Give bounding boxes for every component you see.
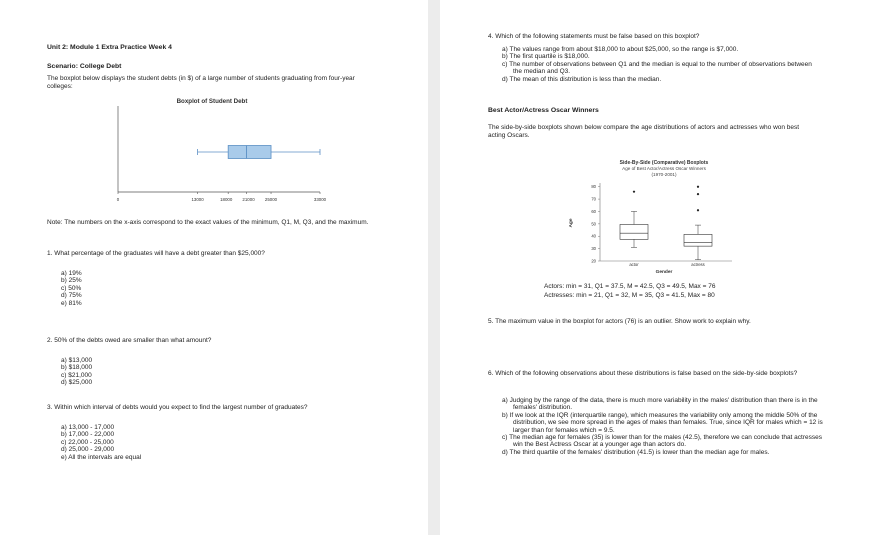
q6-option-b[interactable]: b) If we look at the IQR (interquartile range), which measures the variability only among the middle 50% of the distribution, we see more spread in the ages of males than females. True, since IQR for males which = 12 is larger than for females which = 9.5.	[502, 411, 823, 434]
left-page	[0, 0, 428, 535]
oscar-chart-subtitle: Age of Best Actor/Actress Oscar Winners	[622, 166, 706, 171]
q1-option-d[interactable]: d) 75%	[61, 292, 82, 300]
x-tick-label: 18000	[220, 197, 233, 202]
q3-option-d[interactable]: d) 25,000 - 29,000	[61, 446, 115, 454]
q1-option-e[interactable]: e) 81%	[61, 299, 82, 307]
actor-box	[620, 224, 648, 239]
q4-option-a[interactable]: a) The values range from about $18,000 to about $25,000, so the range is $7,000.	[502, 46, 739, 53]
q2-option-c[interactable]: c) $21,000	[61, 371, 92, 379]
y-tick-label: 50	[591, 221, 596, 227]
question-4-options	[502, 46, 814, 83]
question-2: 2. 50% of the debts owed are smaller than what amount?	[47, 337, 212, 344]
y-tick-label: 70	[591, 196, 596, 202]
actor-outlier-point	[633, 191, 635, 193]
y-tick-label: 60	[591, 208, 596, 214]
student-debt-boxplot	[112, 94, 327, 206]
q2-option-b[interactable]: b) $18,000	[61, 364, 93, 372]
q6-option-a[interactable]: a) Judging by the range of the data, there is much more variability in the males' distribution than there is in the females' distribution.	[502, 397, 818, 412]
q3-option-b[interactable]: b) 17,000 - 22,000	[61, 431, 115, 439]
q4-option-c[interactable]: c) The number of observations between Q1 and the median is equal to the number of observations between the median and Q3.	[502, 60, 812, 76]
q3-option-e[interactable]: e) All the intervals are equal	[61, 453, 142, 461]
oscar-x-label: Gender	[655, 270, 673, 275]
actors-summary: Actors: min = 31, Q1 = 37.5, M = 42.5, Q3 = 49.5, Max = 76	[544, 283, 716, 290]
actresses-summary: Actresses: min = 21, Q1 = 32, M = 35, Q3 = 41.5, Max = 80	[544, 292, 715, 299]
x-tick-label: 21000	[242, 197, 255, 202]
q3-option-c[interactable]: c) 22,000 - 25,000	[61, 438, 114, 446]
oscar-y-label: Age	[569, 218, 574, 228]
question-3: 3. Within which interval of debts would you expect to find the largest number of graduates?	[47, 404, 308, 411]
question-5: 5. The maximum value in the boxplot for actors (76) is an outlier. Show work to explain why.	[488, 318, 751, 325]
q2-option-a[interactable]: a) $13,000	[61, 357, 93, 364]
scenario-intro: The boxplot below displays the student debts (in $) of a large number of students graduating from four-year colleges:	[47, 75, 355, 90]
q6-option-c[interactable]: c) The median age for females (35) is lower than for the males (42.5), therefore we can conclude that actresses win the Best Actress Oscar at a younger age than actors do.	[502, 434, 822, 449]
y-tick-label: 80	[591, 184, 596, 190]
question-4: 4. Which of the following statements must be false based on this boxplot?	[488, 33, 700, 40]
oscar-age-boxplots	[564, 157, 758, 279]
question-1: 1. What percentage of the graduates will have a debt greater than $25,000?	[47, 250, 265, 257]
iqr-box	[228, 146, 271, 159]
y-tick-label: 30	[591, 246, 596, 252]
q2-option-d[interactable]: d) $25,000	[61, 379, 93, 387]
q1-option-c[interactable]: c) 50%	[61, 284, 82, 292]
question-2-options	[61, 357, 92, 387]
q3-option-a[interactable]: a) 13,000 - 17,000	[61, 424, 115, 431]
actress-outlier-point	[697, 193, 699, 195]
question-3-options	[61, 424, 141, 461]
section-title: Best Actor/Actress Oscar Winners	[488, 107, 599, 114]
x-tick-label: 25000	[264, 197, 278, 202]
axis-note: Note: The numbers on the x-axis correspond to the exact values of the minimum, Q1, M, Q3, and the maximum.	[47, 219, 369, 226]
x-tick-label: 13000	[191, 197, 204, 202]
q1-option-a[interactable]: a) 19%	[61, 270, 82, 277]
oscar-chart-years: (1970-2001)	[651, 172, 677, 177]
actress-box	[684, 234, 712, 246]
actress-outlier-point	[697, 209, 699, 211]
q6-option-d[interactable]: d) The third quartile of the females' distribution (41.5) is lower than the median age for males.	[502, 448, 770, 456]
section-intro: The side-by-side boxplots shown below compare the age distributions of actors and actresses who won best acting Oscars.	[488, 124, 800, 139]
question-6-options	[502, 397, 824, 456]
x-tick-label: 0	[116, 197, 120, 202]
q1-option-b[interactable]: b) 25%	[61, 277, 82, 285]
q4-option-b[interactable]: b) The first quartile is $18,000.	[502, 53, 590, 61]
question-6: 6. Which of the following observations about these distributions is false based on the side-by-side boxplots?	[488, 370, 798, 377]
boxplot-title: Boxplot of Student Debt	[176, 98, 248, 105]
actress-category-label: actress	[691, 262, 705, 267]
unit-title: Unit 2: Module 1 Extra Practice Week 4	[47, 44, 172, 51]
question-1-options	[61, 270, 82, 307]
q4-option-d[interactable]: d) The mean of this distribution is less than the median.	[502, 75, 662, 83]
y-tick-label: 40	[591, 233, 596, 239]
scenario-title: Scenario: College Debt	[47, 63, 122, 70]
actress-outlier-point	[697, 186, 699, 188]
right-page	[440, 0, 874, 535]
actor-category-label: actor	[629, 262, 639, 267]
x-tick-label: 33000	[313, 197, 327, 202]
y-tick-label: 20	[591, 258, 596, 264]
oscar-chart-title: Side-By-Side (Comparative) Boxplots	[619, 160, 709, 166]
